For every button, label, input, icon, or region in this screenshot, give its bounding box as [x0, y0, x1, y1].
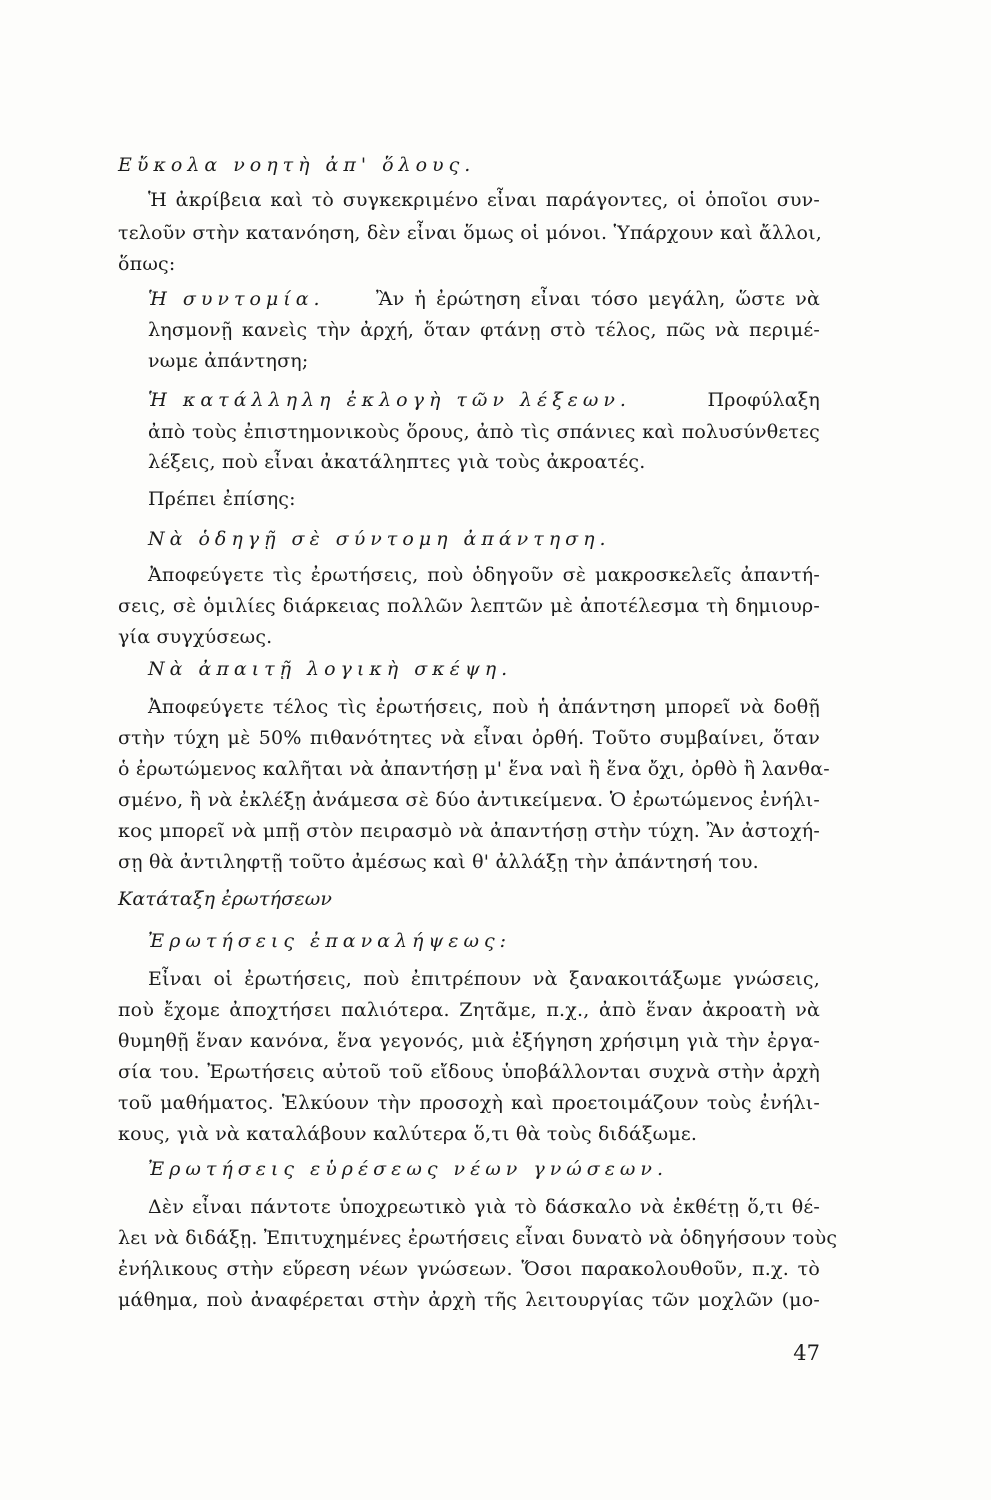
text-line: Προφύλαξη: [707, 389, 820, 411]
text-line: Ἀποφεύγετε τὶς ἐρωτήσεις, ποὺ ὁδηγοῦν σὲ μακροσκελεῖς ἀπαντή-: [148, 564, 820, 586]
text-line: σῃ θὰ ἀντιληφτῇ τοῦτο ἀμέσως καὶ θ' ἀλλάξῃ τὴν ἀπάντησή του.: [118, 851, 759, 873]
text-line: νωμε ἀπάντηση;: [148, 350, 309, 372]
subheading-brevity: Ἡ συντομία.: [148, 288, 325, 310]
text-line: λει νὰ διδάξῃ. Ἐπιτυχημένες ἐρωτήσεις εἶναι δυνατὸ νὰ ὁδηγήσουν τοὺς: [118, 1227, 838, 1249]
text-line: Ἡ ἀκρίβεια καὶ τὸ συγκεκριμένο εἶναι παράγοντες, οἱ ὁποῖοι συν-: [148, 189, 820, 211]
text-line: σεις, σὲ ὁμιλίες διάρκειας πολλῶν λεπτῶν μὲ ἀποτέλεσμα τὴ δημιουρ-: [118, 595, 820, 617]
text-line: στὴν τύχη μὲ 50% πιθανότητες νὰ εἶναι ὀρθή. Τοῦτο συμβαίνει, ὅταν: [118, 727, 820, 749]
text-line: Πρέπει ἐπίσης:: [148, 488, 296, 510]
text-line: σία του. Ἐρωτήσεις αὐτοῦ τοῦ εἴδους ὑποβάλλονται συχνὰ στὴν ἀρχὴ: [118, 1061, 820, 1083]
text-line: ποὺ ἔχομε ἀποχτήσει παλιότερα. Ζητᾶμε, π.χ., ἀπὸ ἕναν ἀκροατὴ νὰ: [118, 999, 820, 1021]
text-line: τελοῦν στὴν κατανόηση, δὲν εἶναι ὅμως οἱ μόνοι. Ὑπάρχουν καὶ ἄλλοι,: [118, 222, 823, 244]
text-line: Εἶναι οἱ ἐρωτήσεις, ποὺ ἐπιτρέπουν νὰ ξανακοιτάξωμε γνώσεις,: [148, 968, 820, 990]
text-line: ὅπως:: [118, 253, 176, 275]
subheading-logical-thinking: Νὰ ἀπαιτῇ λογικὴ σκέψη.: [148, 658, 513, 680]
text-line: κους, γιὰ νὰ καταλάβουν καλύτερα ὅ,τι θὰ τοὺς διδάξωμε.: [118, 1123, 698, 1145]
text-line: λέξεις, ποὺ εἶναι ἀκατάληπτες γιὰ τοὺς ἀκροατές.: [148, 451, 646, 473]
section-heading-question-classification: Κατάταξη ἐρωτήσεων: [118, 888, 333, 910]
subheading-word-choice: Ἡ κατάλληλη ἐκλογὴ τῶν λέξεων.: [148, 389, 631, 411]
text-line: λησμονῇ κανεὶς τὴν ἀρχή, ὅταν φτάνῃ στὸ τέλος, πῶς νὰ περιμέ-: [148, 319, 820, 341]
text-line: γία συγχύσεως.: [118, 626, 273, 648]
subheading-review-questions: Ἐρωτήσεις ἐπαναλήψεως:: [148, 930, 512, 952]
text-line: Ἂν ἡ ἐρώτηση εἶναι τόσο μεγάλη, ὥστε νὰ: [376, 288, 820, 310]
subheading-easy-understanding: Εὔκολα νοητὴ ἀπ' ὅλους.: [118, 154, 476, 176]
text-line: Ἀποφεύγετε τέλος τὶς ἐρωτήσεις, ποὺ ἡ ἀπάντηση μπορεῖ νὰ δοθῇ: [148, 696, 820, 718]
text-line: ὁ ἐρωτώμενος καλῆται νὰ ἀπαντήσῃ μ' ἕνα ναὶ ἢ ἕνα ὄχι, ὀρθὸ ἢ λανθα-: [118, 758, 830, 780]
subheading-discovery-questions: Ἐρωτήσεις εὑρέσεως νέων γνώσεων.: [148, 1158, 668, 1180]
text-line: θυμηθῇ ἕναν κανόνα, ἕνα γεγονός, μιὰ ἐξήγηση χρήσιμη γιὰ τὴν ἐργα-: [118, 1030, 820, 1052]
text-line: σμένο, ἢ νὰ ἐκλέξῃ ἀνάμεσα σὲ δύο ἀντικείμενα. Ὁ ἐρωτώμενος ἐνήλι-: [118, 789, 820, 811]
text-line: ἐνήλικους στὴν εὕρεση νέων γνώσεων. Ὅσοι παρακολουθοῦν, π.χ. τὸ: [118, 1258, 820, 1280]
text-line: Δὲν εἶναι πάντοτε ὑποχρεωτικὸ γιὰ τὸ δάσκαλο νὰ ἐκθέτῃ ὅ,τι θέ-: [148, 1196, 820, 1218]
page-number: 47: [793, 1341, 820, 1365]
text-line: κος μπορεῖ νὰ μπῇ στὸν πειρασμὸ νὰ ἀπαντήσῃ στὴν τύχη. Ἂν ἀστοχή-: [118, 820, 820, 842]
subheading-short-answer: Νὰ ὁδηγῇ σὲ σύντομη ἀπάντηση.: [148, 528, 611, 550]
text-line: τοῦ μαθήματος. Ἑλκύουν τὴν προσοχὴ καὶ προετοιμάζουν τοὺς ἐνήλι-: [118, 1092, 820, 1114]
text-line: μάθημα, ποὺ ἀναφέρεται στὴν ἀρχὴ τῆς λειτουργίας τῶν μοχλῶν (μο-: [118, 1289, 820, 1311]
text-line: ἀπὸ τοὺς ἐπιστημονικοὺς ὅρους, ἀπὸ τὶς σπάνιες καὶ πολυσύνθετες: [148, 421, 820, 443]
